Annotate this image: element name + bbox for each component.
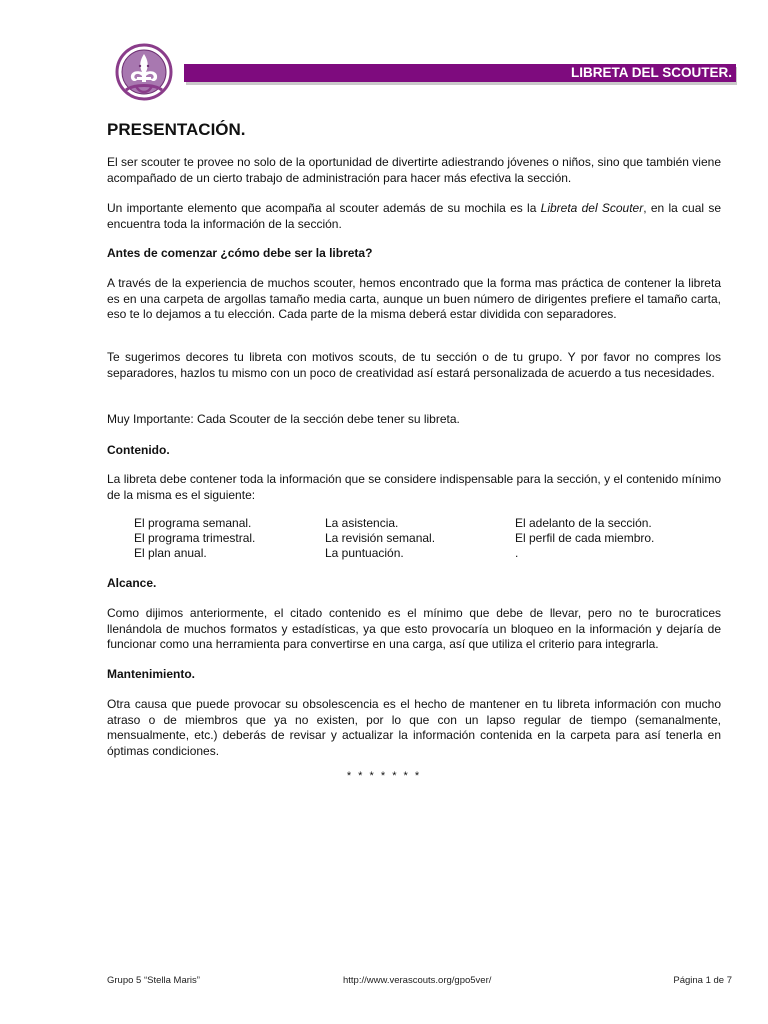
- list-item: El adelanto de la sección.: [515, 516, 652, 530]
- paragraph-decorar: Te sugerimos decores tu libreta con motivos scouts, de tu sección o de tu grupo. Y por favor no compres los separadores, hazlos tu mismo con un poco de creatividad así estará personalizada de acuerdo a tus necesidades.: [107, 350, 721, 380]
- content-list-column-3: [515, 516, 654, 562]
- page-title: PRESENTACIÓN.: [107, 120, 246, 139]
- list-item: El programa trimestral.: [134, 531, 256, 546]
- heading-antes: Antes de comenzar ¿cómo debe ser la libreta?: [107, 246, 373, 260]
- libreta-italic-term: Libreta del Scouter: [540, 201, 644, 215]
- paragraph-experiencia: A través de la experiencia de muchos scouter, hemos encontrado que la forma mas práctica de contener la libreta es en una carpeta de argollas tamaño media carta, aunque un buen número de dirigentes prefiere el tamaño carta, eso te lo dejamos a tu elección. Cada parte de la misma deberá estar dividida con separadores.: [107, 276, 721, 321]
- list-item: El plan anual.: [134, 546, 207, 561]
- content-list-column-1: [134, 516, 255, 562]
- paragraph-mantenimiento: Otra causa que puede provocar su obsolescencia es el hecho de mantener en tu libreta información con mucho atraso o de miembros que ya no existen, por lo que con un lapso regular de tiempo (semanalmente, mensualmente, etc.) deberás de revisar y actualizar la información contenida en la carpeta para así tenerla en óptimas condiciones.: [107, 697, 721, 758]
- list-item: La asistencia.: [325, 516, 399, 530]
- list-item: La puntuación.: [325, 546, 404, 561]
- list-item: El programa semanal.: [134, 516, 252, 530]
- paragraph-libreta: [107, 201, 721, 232]
- content-list-column-2: [325, 516, 435, 562]
- heading-mantenimiento: Mantenimiento.: [107, 667, 196, 681]
- paragraph-alcance: Como dijimos anteriormente, el citado contenido es el mínimo que debe de llevar, pero no te burocratices llenándola de muchos formatos y estadísticas, ya que esto provocaría un bloqueo en la información y dejaría de funcionar como una herramienta para convertirse en una carga, así que utiliza el criterio para integrarla.: [107, 606, 721, 651]
- footer-page-number: Página 1 de 7: [673, 975, 732, 986]
- paragraph-importante: Muy Importante: Cada Scouter de la sección debe tener su libreta.: [107, 412, 460, 426]
- footer-group-name: Grupo 5 “Stella Maris”: [107, 975, 200, 986]
- heading-alcance: Alcance.: [107, 576, 157, 590]
- scout-emblem-icon: [114, 42, 174, 104]
- list-item: La revisión semanal.: [325, 531, 436, 546]
- list-item: El perfil de cada miembro.: [515, 531, 655, 546]
- paragraph-libreta-part1: Un importante elemento que acompaña al scouter además de su mochila es la: [107, 201, 541, 215]
- header-banner: LIBRETA DEL SCOUTER.: [184, 64, 736, 82]
- paragraph-contenido: La libreta debe contener toda la información que se considere indispensable para la sección, y el contenido mínimo de la misma es el siguiente:: [107, 472, 721, 502]
- heading-contenido: Contenido.: [107, 443, 170, 457]
- list-item: .: [515, 546, 519, 561]
- footer-url-link[interactable]: http://www.verascouts.org/gpo5ver/: [343, 975, 492, 986]
- section-separator: * * * * * * *: [346, 770, 422, 782]
- paragraph-intro: El ser scouter te provee no solo de la oportunidad de divertirte adiestrando jóvenes o niños, sino que también viene acompañado de un cierto trabajo de administración para hacer más efectiva la sección.: [107, 155, 721, 185]
- paragraph-libreta-part2: , en la cual se encuentra toda la información de la sección.: [107, 201, 721, 231]
